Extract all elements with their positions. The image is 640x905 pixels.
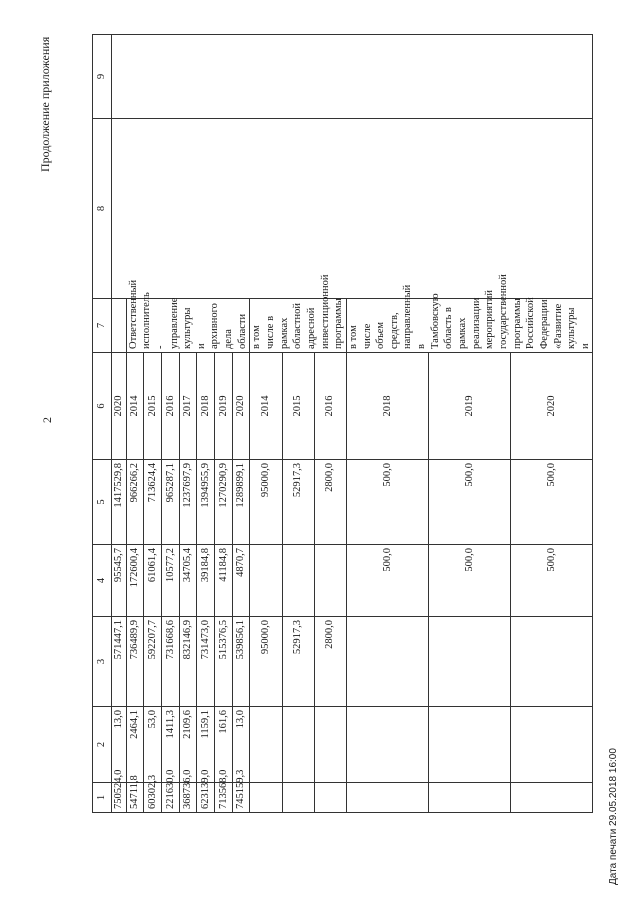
cell-col9: 368736,0 <box>179 783 197 813</box>
cell-col5: 966266,2 <box>126 460 144 545</box>
cell-col6: 61061,4 <box>144 545 162 617</box>
cell-col9: 54711,8 <box>126 783 144 813</box>
cell-col5: 500,0 <box>429 460 511 545</box>
cell-col9 <box>250 783 282 813</box>
cell-col6: 39184,8 <box>197 545 215 617</box>
cell-col5: 500,0 <box>346 460 428 545</box>
cell-col8: 161,6 <box>215 707 233 783</box>
cell-col8: 13,0 <box>112 707 127 783</box>
cell-col8 <box>282 707 314 783</box>
cell-col9: 60302,3 <box>144 783 162 813</box>
cell-col9: 750524,0 <box>112 783 127 813</box>
cell-investment-program: в том числе в рамках областной адресной инвестиционной программы <box>250 299 346 353</box>
cell-year: 2018 <box>197 353 215 460</box>
cell-col9 <box>346 783 428 813</box>
cell-col6 <box>250 545 282 617</box>
cell-col7: 731473,0 <box>197 617 215 707</box>
cell-col8: 13,0 <box>232 707 250 783</box>
cell-col5: 1289899,1 <box>232 460 250 545</box>
cell-col5: 1394955,9 <box>197 460 215 545</box>
cell-col6: 34705,4 <box>179 545 197 617</box>
cell-col6 <box>282 545 314 617</box>
header-cell: 8 <box>93 119 112 299</box>
page-number: 2 <box>40 417 54 423</box>
header-cell: 1 <box>93 783 112 813</box>
cell-col7 <box>346 617 428 707</box>
cell-year: 2020 <box>232 353 250 460</box>
cell-year: 2018 <box>346 353 428 460</box>
appendix-table <box>92 34 593 813</box>
cell-year: 2019 <box>429 353 511 460</box>
cell-col8 <box>314 707 346 783</box>
cell-col9 <box>429 783 511 813</box>
cell-year: 2014 <box>250 353 282 460</box>
cell-col7: 52917,3 <box>282 617 314 707</box>
cell-col8 <box>429 707 511 783</box>
cell-col8: 2109,6 <box>179 707 197 783</box>
continuation-label: Продолжение приложения <box>38 36 52 172</box>
cell-col6 <box>314 545 346 617</box>
header-cell: 5 <box>93 460 112 545</box>
header-cell: 6 <box>93 353 112 460</box>
cell-col5: 1417529,8 <box>112 460 127 545</box>
header-cell: 3 <box>93 617 112 707</box>
cell-federal-program: в том числе объем средств, направленный в Тамбовскую область в рамках реализации мероприятий государственной программы Российской Федерации «Развитие культуры и <box>346 299 593 353</box>
table-header-row <box>93 35 112 813</box>
cell-col5: 965287,1 <box>161 460 179 545</box>
cell-year: 2016 <box>161 353 179 460</box>
cell-col9: 623139,0 <box>197 783 215 813</box>
cell-col1-empty <box>112 35 593 119</box>
cell-col9 <box>511 783 593 813</box>
cell-year: 2016 <box>314 353 346 460</box>
cell-col5: 500,0 <box>511 460 593 545</box>
cell-col6: 172600,4 <box>126 545 144 617</box>
table-row <box>112 35 127 813</box>
cell-col6: 500,0 <box>511 545 593 617</box>
header-cell: 2 <box>93 707 112 783</box>
cell-col9: 221630,0 <box>161 783 179 813</box>
cell-col8 <box>511 707 593 783</box>
cell-col7: 539856,1 <box>232 617 250 707</box>
cell-col9 <box>314 783 346 813</box>
cell-col6: 95545,7 <box>112 545 127 617</box>
cell-col9: 745159,3 <box>232 783 250 813</box>
cell-col5: 713624,4 <box>144 460 162 545</box>
cell-col7: 731668,6 <box>161 617 179 707</box>
cell-col9: 713568,0 <box>215 783 233 813</box>
cell-col8: 1159,1 <box>197 707 215 783</box>
header-cell: 4 <box>93 545 112 617</box>
cell-year: 2020 <box>112 353 127 460</box>
cell-col7: 515376,5 <box>215 617 233 707</box>
cell-year: 2014 <box>126 353 144 460</box>
cell-year: 2020 <box>511 353 593 460</box>
header-cell: 7 <box>93 299 112 353</box>
cell-col7: 95000,0 <box>250 617 282 707</box>
cell-col6: 4870,7 <box>232 545 250 617</box>
cell-col7: 571447,1 <box>112 617 127 707</box>
cell-responsible-executor: Ответственный исполнитель - управление культуры и архивного дела области <box>126 299 250 353</box>
cell-col6: 500,0 <box>429 545 511 617</box>
cell-col8: 1411,3 <box>161 707 179 783</box>
cell-col8: 53,0 <box>144 707 162 783</box>
cell-col5: 2800,0 <box>314 460 346 545</box>
cell-year: 2017 <box>179 353 197 460</box>
cell-year: 2015 <box>144 353 162 460</box>
cell-col5: 1270290,9 <box>215 460 233 545</box>
cell-col8: 2464,1 <box>126 707 144 783</box>
cell-col5: 1237697,9 <box>179 460 197 545</box>
cell-col5: 52917,3 <box>282 460 314 545</box>
cell-col6: 41184,8 <box>215 545 233 617</box>
cell-col7 <box>429 617 511 707</box>
cell-year: 2015 <box>282 353 314 460</box>
cell-col9 <box>282 783 314 813</box>
cell-year: 2019 <box>215 353 233 460</box>
cell-col6: 500,0 <box>346 545 428 617</box>
print-date: Дата печати 29.05.2018 16:00 <box>608 748 619 885</box>
cell-col7: 592207,7 <box>144 617 162 707</box>
cell-col8 <box>250 707 282 783</box>
header-cell: 9 <box>93 35 112 119</box>
cell-col7: 736489,9 <box>126 617 144 707</box>
cell-col7: 832146,9 <box>179 617 197 707</box>
cell-col8 <box>346 707 428 783</box>
cell-col5: 95000,0 <box>250 460 282 545</box>
cell-col7: 2800,0 <box>314 617 346 707</box>
cell-col2-empty <box>112 119 593 299</box>
cell-col6: 10577,2 <box>161 545 179 617</box>
cell-col7 <box>511 617 593 707</box>
cell-col3-empty <box>112 299 127 353</box>
